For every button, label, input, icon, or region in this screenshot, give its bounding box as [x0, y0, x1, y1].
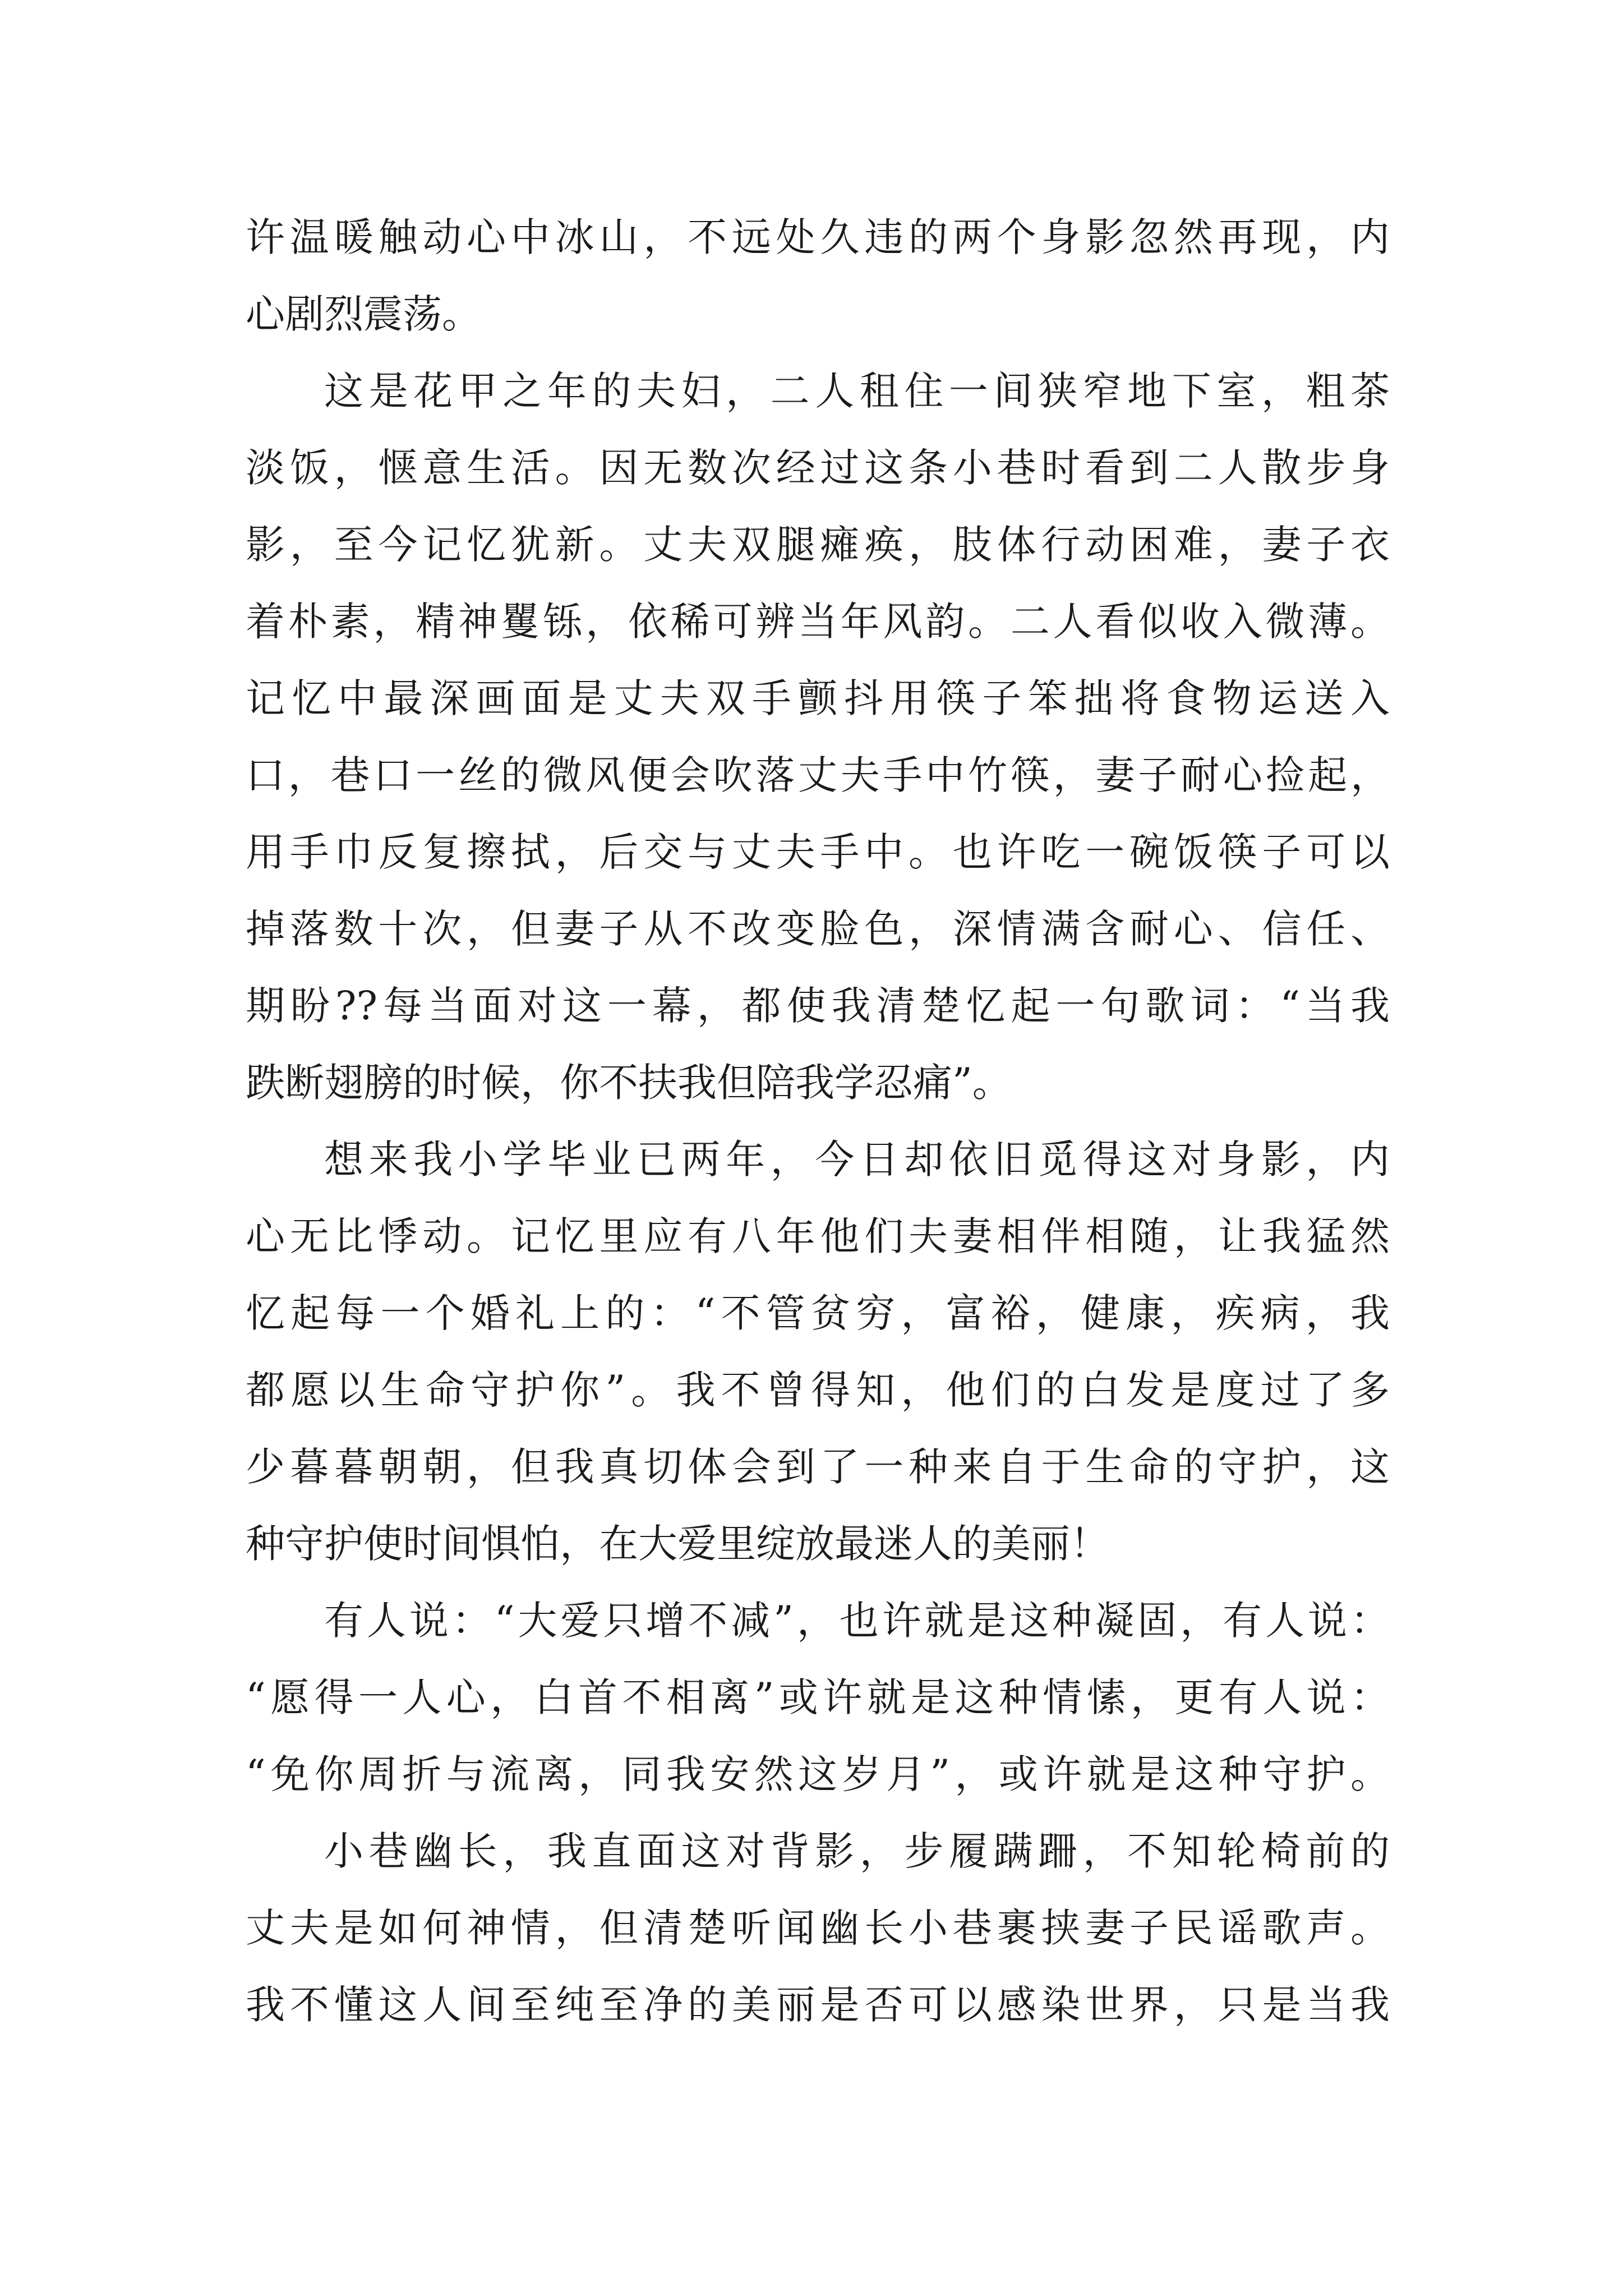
- text-line: 口，巷口一丝的微风便会吹落丈夫手中竹筷，妻子耐心捡起，: [246, 752, 1390, 798]
- text-line: 忆起每一个婚礼上的：“不管贫穷，富裕，健康，疾病，我: [246, 1290, 1390, 1336]
- text-line: 期盼??每当面对这一幕，都使我清楚忆起一句歌词：“当我: [246, 983, 1390, 1029]
- text-line: 种守护使时间惧怕，在大爱里绽放最迷人的美丽！: [246, 1521, 1109, 1567]
- text-line: 记忆中最深画面是丈夫双手颤抖用筷子笨拙将食物运送入: [246, 675, 1390, 721]
- text-line: 用手巾反复擦拭，后交与丈夫手中。也许吃一碗饭筷子可以: [246, 829, 1390, 875]
- body-text: [246, 199, 1390, 2044]
- text-line: “愿得一人心，白首不相离”或许就是这种情愫，更有人说：: [246, 1674, 1390, 1720]
- text-line: 着朴素，精神矍铄，依稀可辨当年风韵。二人看似收入微薄。: [246, 599, 1390, 645]
- text-line: 丈夫是如何神情，但清楚听闻幽长小巷裹挟妻子民谣歌声。: [246, 1905, 1390, 1951]
- text-line: 我不懂这人间至纯至净的美丽是否可以感染世界，只是当我: [246, 1982, 1390, 2028]
- text-line: 少暮暮朝朝，但我真切体会到了一种来自于生命的守护，这: [246, 1444, 1390, 1490]
- text-line: “免你周折与流离，同我安然这岁月”，或许就是这种守护。: [246, 1751, 1390, 1797]
- text-line: 都愿以生命守护你”。我不曾得知，他们的白发是度过了多: [246, 1367, 1390, 1413]
- text-line: 许温暖触动心中冰山，不远处久违的两个身影忽然再现，内: [246, 214, 1390, 260]
- text-line: 影，至今记忆犹新。丈夫双腿瘫痪，肢体行动困难，妻子衣: [246, 522, 1390, 568]
- text-line: 这是花甲之年的夫妇，二人租住一间狭窄地下室，粗茶: [324, 368, 1390, 414]
- text-line: 想来我小学毕业已两年，今日却依旧觅得这对身影，内: [324, 1137, 1390, 1182]
- text-line: 心无比悸动。记忆里应有八年他们夫妻相伴相随，让我猛然: [246, 1213, 1390, 1259]
- text-line: 有人说：“大爱只增不减”，也许就是这种凝固，有人说：: [324, 1598, 1390, 1644]
- text-line: 掉落数十次，但妻子从不改变脸色，深情满含耐心、信任、: [246, 906, 1390, 952]
- text-line: 淡饭，惬意生活。因无数次经过这条小巷时看到二人散步身: [246, 445, 1390, 491]
- text-line: 心剧烈震荡。: [246, 291, 481, 337]
- text-line: 小巷幽长，我直面这对背影，步履蹒跚，不知轮椅前的: [324, 1828, 1390, 1874]
- text-line: 跌断翅膀的时候，你不扶我但陪我学忍痛”。: [246, 1060, 1012, 1106]
